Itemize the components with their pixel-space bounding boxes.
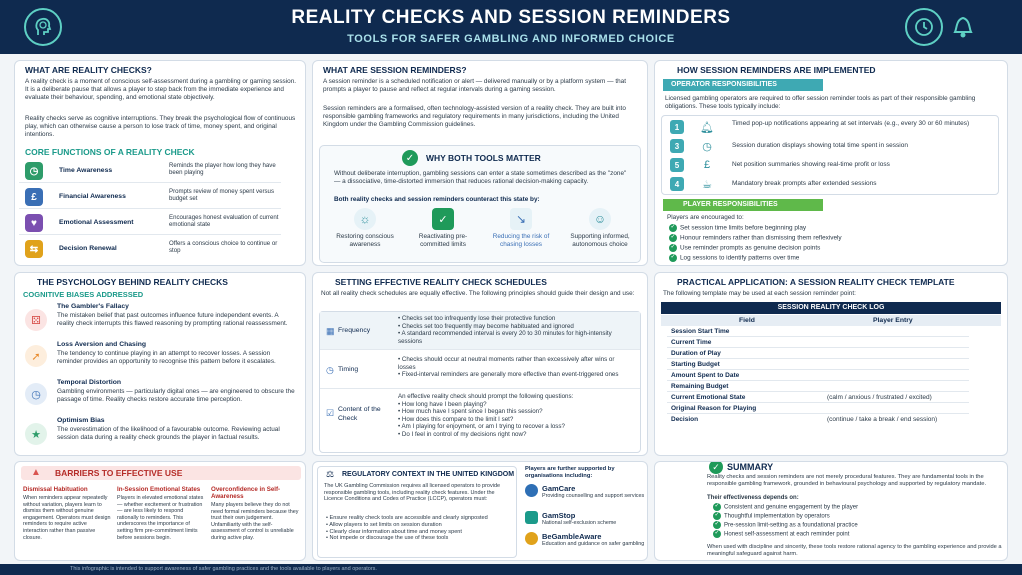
warning-icon: ▲ — [31, 467, 41, 478]
section-title: WHAT ARE REALITY CHECKS? — [25, 65, 152, 75]
check-icon: ✓ — [670, 224, 676, 231]
clock-icon: ◷ — [25, 162, 43, 180]
check-icon: ✓ — [709, 461, 723, 474]
bell-icon — [950, 10, 976, 42]
item-text: Timed pop-up notifications appearing at set intervals (e.g., every 30 or 60 minutes) — [732, 120, 970, 127]
bias-name: Temporal Distortion — [57, 379, 122, 386]
runner-icon: ➚ — [25, 345, 47, 367]
item-text: Net position summaries showing real-time profit or loss — [732, 161, 890, 168]
function-desc: Prompts review of money spent versus budget set — [169, 188, 274, 203]
regulatory-box — [317, 466, 517, 558]
log-rows — [661, 326, 1001, 432]
org: GamCare Providing counselling and support services — [525, 484, 645, 500]
paragraph: A reality check is a moment of conscious self-assessment during a gambling or gaming session. It is a deliberate pause that allows a player to step back from the immediate experience and evaluate their behaviour, spending, and emotional state objectively. — [25, 78, 297, 101]
player-item: ✓ Honour reminders rather than dismissing them reflexively — [670, 234, 842, 242]
why-paragraph: Without deliberate interruption, gambling sessions can enter a state sometimes described as the "zone" — a dissociative, time-distorted immersion that reduces rational decision-making capacity. — [334, 170, 627, 185]
function-name: Financial Awareness — [59, 193, 126, 200]
schedules-card — [312, 272, 648, 456]
summary-items: ✓ Consistent and genuine engagement by the player ✓ Thoughtful implementation by operators ✓ Pre-session limit-setting as a foundational practice ✓ Honest self-assessment at each reminder point — [714, 503, 859, 538]
bias-name: Loss Aversion and Chasing — [57, 341, 147, 348]
org: BeGambleAware Education and guidance on safer gambling — [525, 532, 645, 548]
page-title: REALITY CHECKS AND SESSION REMINDERS — [291, 7, 731, 28]
psychology-card — [14, 272, 306, 456]
pound-icon: £ — [703, 159, 711, 171]
clock-icon: ◷ — [702, 140, 712, 153]
barriers-card — [14, 461, 306, 561]
benefit-label: Restoring conscious awareness — [336, 233, 394, 248]
barrier-col: Overconfidence in Self-Awareness Many players believe they do not need formal reminders because they trust their own judgement. Unfamiliarity with the self-assessment of control is unreliable during active play. — [211, 486, 299, 541]
table-row: Current Emotional State (calm / anxious / frustrated / excited) — [667, 392, 969, 403]
item-number: 5 — [670, 158, 684, 172]
function-name: Time Awareness — [59, 167, 113, 174]
player-banner: PLAYER RESPONSIBILITIES — [663, 199, 823, 211]
log-title: SESSION REALITY CHECK LOG — [661, 302, 1001, 314]
header — [0, 0, 1022, 54]
schedule-row — [320, 312, 640, 350]
bias-name: Optimism Bias — [57, 417, 105, 424]
schedule-items: • Checks should occur at neutral moments rather than excessively after wins or losses • Fixed-interval reminders are generally more effective than event-triggered ones — [398, 356, 619, 379]
calendar-icon: ▦ — [326, 326, 335, 336]
function-row — [19, 185, 281, 209]
function-row — [19, 237, 281, 261]
org: GamStop National self-exclusion scheme — [525, 511, 645, 527]
schedule-label: Timing — [338, 366, 359, 373]
regulatory-card — [312, 461, 648, 561]
bias-desc: The tendency to continue playing in an attempt to recover losses. A session reminder provides an opportunity to recognise this pattern before it escalates. — [57, 350, 276, 365]
heart-icon: ♥ — [25, 214, 43, 232]
benefit-label: Reducing the risk of chasing losses — [492, 233, 550, 248]
check-icon: ✓ — [714, 530, 720, 537]
check-icon: ✓ — [670, 254, 676, 261]
bias-desc: The mistaken belief that past outcomes influence future independent events. A reality check interrupts this flawed reasoning by prompting rational reassessment. — [57, 312, 288, 327]
section-title: SUMMARY — [727, 462, 774, 472]
player-item: ✓ Set session time limits before beginning play — [670, 224, 807, 232]
check-icon: ✓ — [714, 512, 720, 519]
star-icon: ★ — [25, 423, 47, 445]
table-row: Duration of Play — [667, 348, 969, 359]
bell-icon: 🔔︎ — [700, 121, 714, 134]
schedule-row — [320, 390, 640, 452]
function-row — [19, 159, 281, 183]
col-field: Field — [739, 317, 755, 324]
schedule-label: Frequency — [338, 327, 371, 334]
begambleaware-logo-icon — [525, 532, 538, 545]
paragraph: The UK Gambling Commission requires all licensed operators to provide responsible gambling tools, including reality check features. Under the Licence Conditions and Codes of Practice (LCCP), operators must: — [324, 483, 501, 503]
player-item: ✓ Log sessions to identify patterns over time — [670, 254, 800, 262]
barrier-col: Dismissal Habituation When reminders appear repeatedly without variation, players learn to dismiss them without genuine engagement. Operators must design reminders to require active interaction rather than passive closure. — [23, 486, 111, 541]
barrier-col: In-Session Emotional States Players in elevated emotional states — whether excitement or frustration — are less likely to respond rationally to reminders. This underscores the importance of setting firm pre-commitment limits before sessions begin. — [117, 486, 204, 541]
paragraph: Licensed gambling operators are required to offer session reminder tools as part of their responsible gambling obligations. These tools typically include: — [665, 95, 976, 110]
benefit — [408, 208, 478, 249]
shield-check-icon: ✓ — [432, 208, 454, 230]
paragraph: The following template may be used at each session reminder point: — [663, 290, 856, 297]
function-name: Emotional Assessment — [59, 219, 134, 226]
schedule-row — [320, 351, 640, 389]
check-icon: ✓ — [714, 521, 720, 528]
log-header — [661, 315, 1001, 326]
session-reminder-card — [312, 60, 648, 266]
schedule-items: • Checks set too infrequently lose their protective function • Checks set too frequently may become habituated and ignored • A standard recommended interval is every 20 to 30 minutes for high-intensity sessions — [398, 315, 612, 345]
depends-label: Their effectiveness depends on: — [707, 495, 799, 501]
check-icon: ✓ — [670, 234, 676, 241]
benefit — [486, 208, 556, 249]
table-row: Starting Budget — [667, 359, 969, 370]
summary-card — [654, 461, 1008, 561]
benefit-label: Reactivating pre-committed limits — [418, 233, 468, 248]
function-name: Decision Renewal — [59, 245, 117, 252]
operator-banner: OPERATOR RESPONSIBILITIES — [663, 79, 823, 91]
schedule-label: Content of the Check — [338, 406, 381, 422]
section-title: THE PSYCHOLOGY BEHIND REALITY CHECKS — [37, 277, 228, 287]
reality-check-card — [14, 60, 306, 266]
clock-icon: ◷ — [25, 383, 47, 405]
table-row: Decision (continue / take a break / end session) — [671, 416, 938, 423]
down-chart-icon: ↘ — [510, 208, 532, 230]
table-row: Remaining Budget — [667, 381, 969, 392]
why-title: WHY BOTH TOOLS MATTER — [426, 153, 541, 163]
function-desc: Reminds the player how long they have been playing — [169, 162, 276, 177]
section-title: BARRIERS TO EFFECTIVE USE — [55, 468, 183, 478]
section-title: PRACTICAL APPLICATION: A SESSION REALITY CHECK TEMPLATE — [677, 277, 955, 287]
bias-name: The Gambler's Fallacy — [57, 303, 129, 310]
regulatory-items: • Ensure reality check tools are accessible and clearly signposted • Allow players to set limits on session duration • Clearly clear information about time and money spent • Not impede or discourage the use of these tools — [326, 515, 488, 542]
paragraph: Session reminders are a formalised, often technology-assisted version of a reality check. They are built into responsible gambling frameworks and regulatory requirements in many jurisdictions, including the United Kingdom under the Gambling Commission guidelines. — [323, 105, 626, 128]
dice-icon: ⚄ — [25, 309, 47, 331]
function-desc: Offers a conscious choice to continue or stop — [169, 240, 278, 255]
pound-icon: £ — [25, 188, 43, 206]
paragraph: Reality checks serve as cognitive interruptions. They break the psychological flow of continuous play, which can otherwise cause a person to lose track of time, money spent, and original intentions. — [25, 115, 296, 138]
clock-icon — [905, 8, 943, 46]
operator-list — [661, 115, 999, 195]
why-both-box — [319, 145, 641, 263]
gamstop-logo-icon — [525, 511, 538, 524]
bias-desc: Gambling environments — particularly digital ones — are engineered to obscure the passage of time. Reality checks restore accurate time perception. — [57, 388, 295, 403]
orgs-intro: Players are further supported by organisations including: — [525, 466, 615, 480]
bias-desc: The overestimation of the likelihood of a favourable outcome. Reviewing actual session data during a reality check grounds the player in factual results. — [57, 426, 280, 441]
paragraph: Players are encouraged to: — [667, 214, 744, 221]
check-icon: ✓ — [714, 503, 720, 510]
paragraph: Reality checks and session reminders are not merely procedural features. They are fundamental tools in the responsible gambling framework, grounded in behavioural psychology and supported by regulatory mandate. — [707, 474, 987, 488]
person-icon: ☺ — [589, 208, 611, 230]
table-row: Original Reason for Playing — [667, 403, 969, 414]
item-number: 4 — [670, 177, 684, 191]
implementation-card — [654, 60, 1008, 266]
benefit — [330, 208, 400, 249]
check-icon: ✓ — [402, 150, 418, 166]
check-icon: ✓ — [670, 244, 676, 251]
item-text: Mandatory break prompts after extended sessions — [732, 180, 877, 187]
scales-icon: ⚖ — [326, 469, 335, 479]
brain-icon: ☼ — [354, 208, 376, 230]
section-title: HOW SESSION REMINDERS ARE IMPLEMENTED — [677, 65, 876, 75]
benefit — [564, 208, 636, 249]
table-row: Session Start Time — [667, 326, 969, 337]
player-item: ✓ Use reminder prompts as genuine decision points — [670, 244, 821, 252]
schedule-items: An effective reality check should prompt the following questions: • How long have I been playing? • How much have I spent since I began this session? • How does this compare to the limit I set? • Am I playing for enjoyment, or am I trying to recover a loss? • Do I feel in control of my decisions right now? — [398, 393, 574, 438]
col-entry: Player Entry — [873, 317, 913, 324]
paragraph: A session reminder is a scheduled notification or alert — delivered manually or by a platform system — that prompts a player to pause and reflect at regular intervals during a gaming session. — [323, 78, 626, 93]
checklist-icon: ☑ — [326, 408, 335, 418]
item-number: 1 — [670, 120, 684, 134]
clock-icon: ◷ — [326, 365, 334, 375]
table-row: Amount Spent to Date — [667, 370, 969, 381]
function-desc: Encourages honest evaluation of current emotional state — [169, 214, 279, 229]
biases-subtitle: COGNITIVE BIASES ADDRESSED — [23, 290, 144, 299]
cup-icon: ☕︎ — [702, 178, 712, 191]
section-title: WHAT ARE SESSION REMINDERS? — [323, 65, 467, 75]
template-card — [654, 272, 1008, 456]
closing: When used with discipline and sincerity, these tools restore rational agency to the gambling experience and provide a meaningful safeguard against harm. — [707, 544, 1002, 557]
footer: This infographic is intended to support awareness of safer gambling practices and the tools available to players and operators. — [0, 564, 1022, 575]
section-title: SETTING EFFECTIVE REALITY CHECK SCHEDULES — [335, 277, 547, 287]
signpost-icon: ⇆ — [25, 240, 43, 258]
section-title: REGULATORY CONTEXT IN THE UNITED KINGDOM — [342, 471, 515, 478]
core-functions-title: CORE FUNCTIONS OF A REALITY CHECK — [25, 147, 195, 157]
item-text: Session duration displays showing total time spent in session — [732, 142, 908, 149]
benefit-label: Supporting informed, autonomous choice — [570, 233, 630, 248]
counter-text: Both reality checks and session reminders counteract this state by: — [334, 196, 540, 203]
table-row: Current Time — [667, 337, 969, 348]
page-subtitle: TOOLS FOR SAFER GAMBLING AND INFORMED CHOICE — [347, 33, 675, 45]
gamcare-logo-icon — [525, 484, 538, 497]
function-row — [19, 211, 281, 235]
item-number: 3 — [670, 139, 684, 153]
paragraph: Not all reality check schedules are equally effective. The following principles should guide their design and use: — [321, 290, 635, 297]
